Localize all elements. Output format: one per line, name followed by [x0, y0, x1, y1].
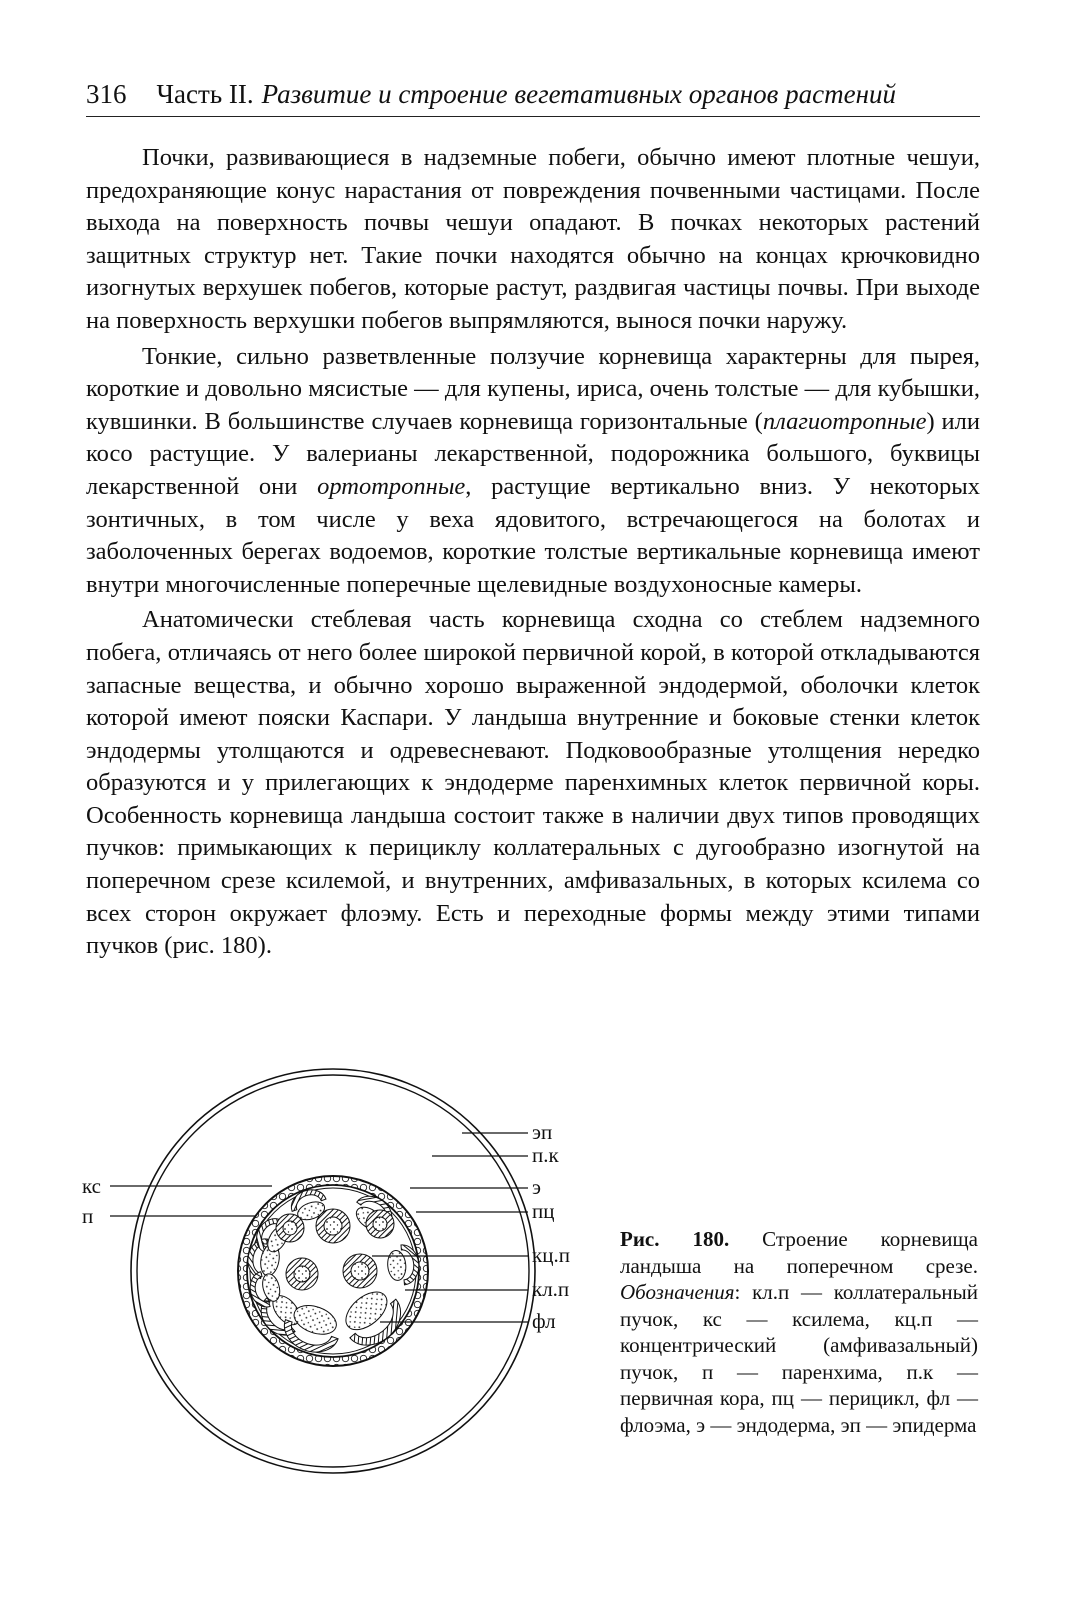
label-p: п — [82, 1204, 94, 1228]
term-plagiotropic: плагиотропные — [762, 407, 927, 435]
running-header — [86, 76, 980, 117]
page-number: 316 — [86, 79, 127, 109]
label-klp: кл.п — [532, 1277, 570, 1301]
rhizome-cross-section-diagram — [80, 1066, 600, 1506]
term-orthotropic: ортотропные — [317, 472, 466, 500]
label-pc: пц — [532, 1199, 555, 1223]
figure-caption — [620, 1226, 978, 1438]
figure-180 — [80, 1066, 600, 1506]
legend-text: : кл.п — коллатеральный пучок, кс — ксилема, кц.п — концентрический (амфивазальный) пучок, п — паренхима, п.к — первичная кора, пц — перицикл, фл — флоэма, э — эндодерма, эп — эпидерма — [620, 1280, 978, 1437]
chapter-title: Развитие и строение вегетативных органов растений — [261, 79, 897, 109]
legend-label: Обозначения — [620, 1280, 735, 1304]
figure-number: Рис. 180. — [620, 1227, 730, 1251]
paragraph-2-part-c: , растущие вертикально вниз. У некоторых зонтичных, в том числе у веха ядовитого, встречающегося на болотах и заболоченных берегах водоемов, короткие толстые вертикальные корневища имеют внутри многочисленные поперечные щелевидные воздухоносные камеры. — [86, 472, 980, 598]
label-e: э — [532, 1175, 542, 1199]
part-label: Часть II. — [156, 79, 254, 109]
paragraph-rhizome-types — [86, 341, 980, 602]
label-ep: эп — [532, 1120, 553, 1144]
label-ks: кс — [82, 1174, 102, 1198]
paragraph-2-part-b: ) или косо растущие. У валерианы лекарственной, подорожника большого, буквицы лекарственной они — [86, 407, 981, 500]
label-kcp: кц.п — [532, 1243, 570, 1267]
label-fl: фл — [532, 1309, 556, 1333]
paragraph-anatomy: Анатомически стеблевая часть корневища сходна со стеблем надземного побега, отличаясь от него более широкой первичной корой, в которой откладываются запасные вещества, и обычно хорошо выраженной эндодермой, оболочки клеток которой имеют пояски Каспари. У ландыша внутренние и боковые стенки клеток эндодермы утолщаются и одревесневают. Подковообразные утолщения нередко образуются и у прилегающих к эндодерме паренхимных клеток первичной коры. Особенность корневища ландыша состоит также в наличии двух типов проводящих пучков: примыкающих к перициклу коллатеральных с дугообразно изогнутой на поперечном срезе ксилемой, и внутренних, амфивазальных, в которых ксилема со всех сторон окружает флоэму. Есть и переходные формы между этими типами пучков (рис. 180). — [86, 606, 980, 960]
paragraph-2-part-a: Тонкие, сильно разветвленные ползучие корневища характерны для пырея, короткие и довольно мясистые — для купены, ириса, очень толстые — для кубышки, кувшинки. В большинстве случаев корневища горизонтальные ( — [86, 342, 980, 435]
body-text — [86, 142, 980, 963]
paragraph-buds: Почки, развивающиеся в надземные побеги, обычно имеют плотные чешуи, предохраняющие конус нарастания от повреждения почвенными частицами. После выхода на поверхность почвы чешуи опадают. В почках некоторых растений защитных структур нет. Такие почки находятся обычно на концах крючковидно изогнутых верхушек побегов, которые растут, раздвигая частицы почвы. При выходе на поверхность верхушки побегов выпрямляются, вынося почки наружу. — [86, 144, 980, 334]
label-pk: п.к — [532, 1143, 559, 1167]
figure-title: Строение корневища ландыша на поперечном срезе. — [620, 1227, 978, 1278]
